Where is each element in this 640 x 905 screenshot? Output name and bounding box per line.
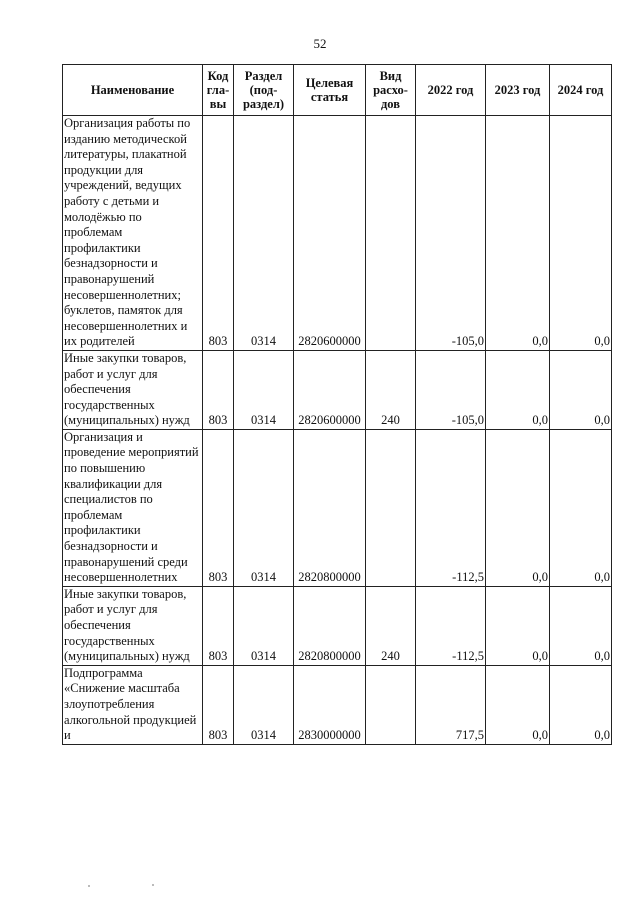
row-code: 803 (203, 665, 234, 744)
table-row (63, 429, 612, 586)
row-target: 2820800000 (294, 429, 366, 586)
row-target: 2820600000 (294, 116, 366, 351)
row-2024: 0,0 (550, 350, 612, 429)
row-type: 240 (366, 350, 416, 429)
row-section: 0314 (234, 350, 294, 429)
row-2023: 0,0 (486, 429, 550, 586)
row-code: 803 (203, 586, 234, 665)
header-code: Код гла-вы (203, 65, 234, 116)
row-type (366, 429, 416, 586)
scan-speck (152, 884, 154, 886)
row-code: 803 (203, 116, 234, 351)
table-row (63, 350, 612, 429)
row-2024: 0,0 (550, 116, 612, 351)
scan-speck (88, 885, 90, 887)
header-2024: 2024 год (550, 65, 612, 116)
row-code: 803 (203, 350, 234, 429)
row-2023: 0,0 (486, 116, 550, 351)
budget-table (62, 64, 612, 745)
row-target: 2830000000 (294, 665, 366, 744)
row-section: 0314 (234, 116, 294, 351)
header-target: Целевая статья (294, 65, 366, 116)
row-section: 0314 (234, 586, 294, 665)
row-target: 2820600000 (294, 350, 366, 429)
page-number: 52 (313, 36, 327, 51)
row-target: 2820800000 (294, 586, 366, 665)
row-type: 240 (366, 586, 416, 665)
row-2024: 0,0 (550, 586, 612, 665)
table-row (63, 665, 612, 744)
row-2023: 0,0 (486, 665, 550, 744)
row-section: 0314 (234, 665, 294, 744)
table-row (63, 586, 612, 665)
row-name: Иные закупки товаров, работ и услуг для обеспечения государственных (муниципальных) нужд (63, 350, 203, 429)
header-row (63, 65, 612, 116)
row-name: Организация и проведение мероприятий по повышению квалификации для специалистов по проблемам профилактики безнадзорности и правонарушений среди несовершеннолетних (63, 429, 203, 586)
row-2022: 717,5 (416, 665, 486, 744)
header-section: Раздел (под-раздел) (234, 65, 294, 116)
row-code: 803 (203, 429, 234, 586)
row-type (366, 116, 416, 351)
row-type (366, 665, 416, 744)
row-2022: -112,5 (416, 429, 486, 586)
row-2022: -105,0 (416, 350, 486, 429)
table-row (63, 116, 612, 351)
header-2022: 2022 год (416, 65, 486, 116)
row-name: Организация работы по изданию методической литературы, плакатной продукции для учреждений, ведущих работу с детьми и молодёжью по проблемам профилактики безнадзорности и правонарушений несовершеннолетних; буклетов, памяток для несовершеннолетних и их родителей (63, 116, 203, 351)
header-name: Наименование (63, 65, 203, 116)
row-2024: 0,0 (550, 429, 612, 586)
row-name: Иные закупки товаров, работ и услуг для обеспечения государственных (муниципальных) нужд (63, 586, 203, 665)
row-name: Подпрограмма «Снижение масштаба злоупотребления алкогольной продукцией и (63, 665, 203, 744)
row-2022: -112,5 (416, 586, 486, 665)
row-2023: 0,0 (486, 586, 550, 665)
row-section: 0314 (234, 429, 294, 586)
row-2022: -105,0 (416, 116, 486, 351)
header-2023: 2023 год (486, 65, 550, 116)
header-type: Вид расхо-дов (366, 65, 416, 116)
row-2023: 0,0 (486, 350, 550, 429)
row-2024: 0,0 (550, 665, 612, 744)
